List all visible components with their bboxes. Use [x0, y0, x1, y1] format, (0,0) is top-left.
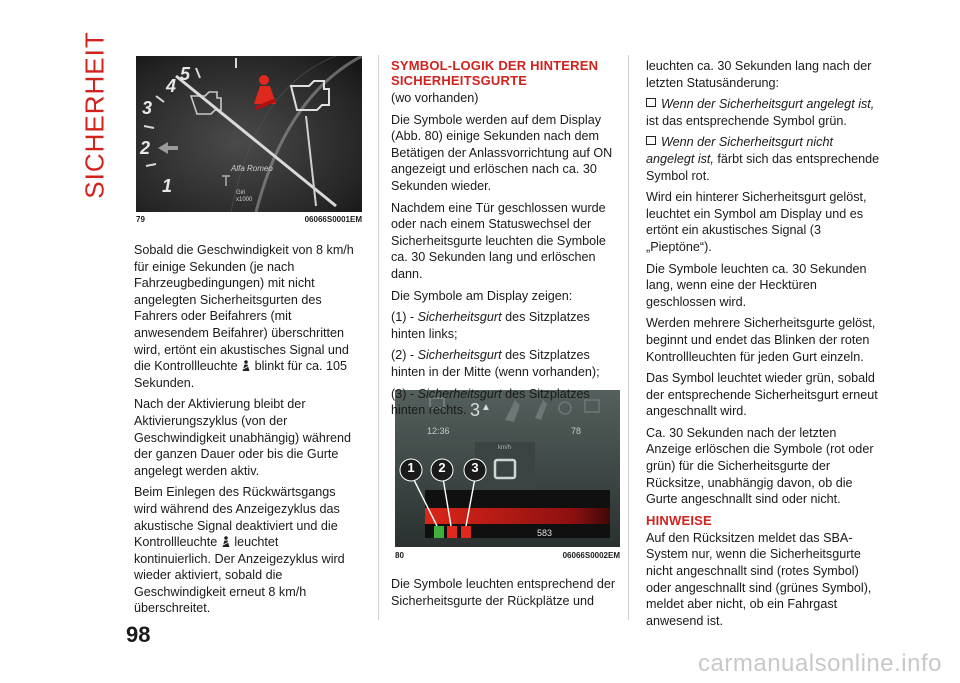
column-2 [391, 58, 621, 424]
list-item [391, 386, 621, 419]
speed-unit: km/h [498, 445, 512, 451]
column-2-continued [391, 576, 621, 614]
text-run: färbt sich das entsprechende Symbol rot. [646, 151, 880, 183]
text-run: Beim Einlegen des Rückwärtsgangs wird während des Anzeigezyklus das akustische Signal deaktiviert und die Kontrollleuchte [134, 485, 340, 550]
text-run: Sobald die Geschwindigkeit von 8 km/h für einige Sekunden (je nach Fahrzeugbedingungen) mit nicht angelegten Sicherheitsgurten des Fahrers oder Beifahrers (mit anwesendem Beifahrer) überschritten wird, ertönt ein akustisches Signal und die Kontrollleuchte [134, 243, 354, 374]
unit-label [236, 190, 252, 204]
figure-80-caption [395, 551, 620, 560]
clock-readout: 12:36 [427, 426, 450, 436]
section-heading: SYMBOL-LOGIK DER HINTEREN SICHERHEITSGURTE [391, 58, 599, 88]
column-divider [628, 55, 629, 620]
dial-number: 1 [162, 176, 173, 196]
text-run: (3) - [391, 386, 415, 401]
up-arrow-icon: ▲ [481, 402, 491, 413]
rear-belt-left-icon [434, 526, 444, 538]
text-run: Wenn der Sicherheitsgurt angelegt ist, [661, 97, 875, 112]
list-item [391, 309, 621, 342]
paragraph: Die Symbole werden auf dem Display (Abb. 80) einige Sekunden nach dem Betätigen der Anlassvorrichtung auf ON angezeigt und erlöschen nach ca. 30 Sekunden wieder. [391, 112, 613, 193]
text-run: Sicherheitsgurt [417, 348, 502, 363]
unit-label-line: x1000 [236, 197, 253, 203]
unit-label-line: Giri [236, 190, 246, 196]
dial-number: 5 [180, 64, 191, 84]
dial-number: 3 [142, 98, 153, 118]
text-run: ist das entsprechende Symbol grün. [646, 113, 847, 128]
text-run: Sicherheitsgurt [417, 386, 502, 401]
figure-79-tachometer [136, 56, 362, 212]
paragraph: Das Symbol leuchtet wieder grün, sobald der entsprechende Sicherheitsgurt erneut angeschnallt wird. [646, 371, 878, 419]
rear-belt-right-icon [461, 526, 471, 538]
paragraph: Die Symbole am Display zeigen: [391, 288, 573, 303]
callout-badge: 2 [438, 460, 446, 475]
text-run: des Sitzplatzes hinten rechts. [391, 386, 590, 418]
text-run: blinkt für ca. 105 Sekunden. [134, 359, 348, 390]
checkbox-bullet-icon [646, 136, 656, 145]
figure-code: 06066S0001EM [304, 215, 362, 224]
paragraph: Die Symbole leuchten entsprechend der Sicherheitsgurte der Rückplätze und [391, 577, 616, 608]
page-number: 98 [126, 622, 151, 647]
brand-script: Alfa Romeo [231, 164, 273, 173]
figure-code: 06066S0002EM [562, 551, 620, 560]
rear-belt-center-icon [447, 526, 457, 538]
seatbelt-icon [241, 360, 251, 372]
paragraph: Nach der Aktivierung bleibt der Aktivierungszyklus (von der Geschwindigkeit unabhängig) während der ganzen Dauer oder bis die Gurte angelegt werden aktiv. [134, 397, 352, 478]
column-3 [646, 58, 882, 634]
gear-indicator: 3 [470, 400, 481, 420]
paragraph: Ca. 30 Sekunden nach der letzten Anzeige erlöschen die Symbole (rot oder grün) für die Sicherheitsgurte der Rücksitze, unabhängig davon, ob die Gurte angeschnallt sind oder nicht. [646, 425, 874, 507]
text-run: des Sitzplatzes hinten links; [391, 310, 590, 341]
figure-number: 80 [395, 551, 404, 560]
section-title [79, 31, 110, 199]
paragraph: Wird ein hinterer Sicherheitsgurt gelöst, leuchtet ein Symbol am Display und es ertönt ein akustisches Signal (3 „Pieptöne“). [646, 190, 867, 254]
list-item [391, 347, 621, 380]
paragraph: leuchten ca. 30 Sekunden lang nach der letzten Statusänderung: [646, 59, 872, 90]
text-run: Sicherheitsgurt [417, 310, 502, 325]
seatbelt-icon [221, 536, 231, 548]
section-heading: HINWEISE [646, 512, 712, 528]
figure-number: 79 [136, 215, 145, 224]
paragraph [134, 484, 356, 617]
checkbox-bullet-icon [646, 98, 656, 107]
text-run: Wenn der Sicherheitsgurt nicht angelegt ist, [646, 135, 833, 166]
paragraph: Nachdem eine Tür geschlossen wurde oder nach einem Statuswechsel der Sicherheitsgurte leuchten die Symbole ca. 30 Sekunden lang und erlöschen dann. [391, 200, 606, 281]
bullet-item [646, 134, 882, 184]
figure-79-caption [136, 215, 362, 224]
paragraph: Auf den Rücksitzen meldet das SBA-System nur, wenn die Sicherheitsgurte nicht angeschnallt sind (rotes Symbol) oder angeschnallt sind (grünes Symbol), meldet aber nicht, ob ein Fahrgast anwesend ist. [646, 530, 872, 628]
paragraph: Die Symbole leuchten ca. 30 Sekunden lang, wenn eine der Hecktüren geschlossen wird. [646, 261, 867, 309]
watermark: carmanualsonline.info [698, 650, 942, 677]
text-run: leuchtet kontinuierlich. Der Anzeigezyklus wird wieder aktiviert, sobald die Geschwindigkeit erneut 8 km/h überschreitet. [134, 535, 345, 616]
paragraph: Werden mehrere Sicherheitsgurte gelöst, beginnt und endet das Blinken der roten Kontrollleuchten für jeden Gurt einzeln. [646, 316, 876, 364]
paragraph [134, 242, 356, 391]
callout-badge: 3 [471, 460, 479, 475]
bullet-item [646, 96, 882, 129]
column-1 [134, 242, 356, 622]
paragraph: (wo vorhanden) [391, 91, 479, 105]
callout-badge: 1 [407, 460, 415, 475]
text-run: (1) - [391, 310, 415, 325]
temperature-readout: 78 [571, 426, 582, 436]
column-divider [378, 55, 379, 620]
text-run: (2) - [391, 348, 415, 363]
dial-number: 2 [140, 138, 151, 158]
odometer-readout: 583 [537, 528, 553, 538]
text-run: des Sitzplatzes hinten in der Mitte (wenn vorhanden); [391, 348, 600, 379]
section-title-text: SICHERHEIT [79, 31, 110, 199]
dial-number: 4 [166, 76, 177, 96]
